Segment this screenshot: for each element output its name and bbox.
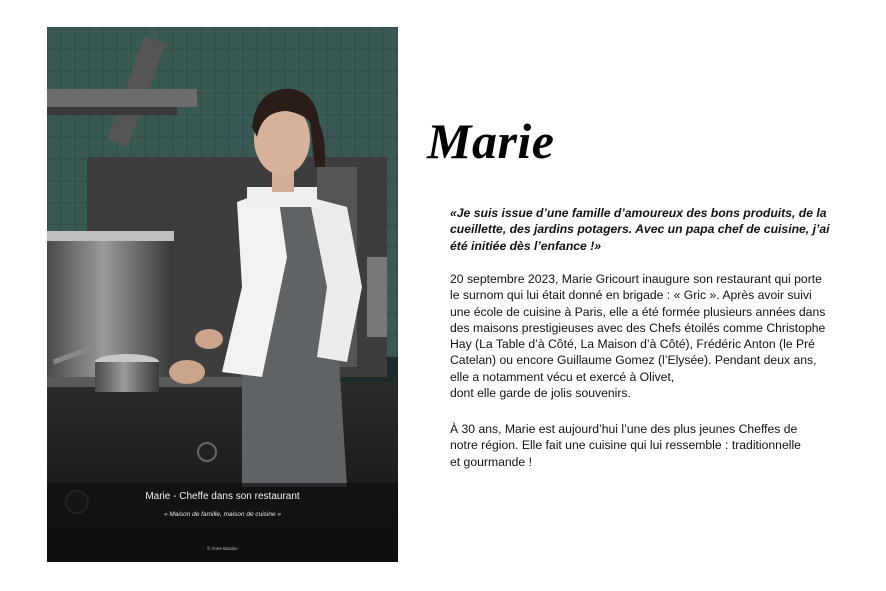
article-quote: «Je suis issue d’une famille d’amoureux des bons produits, de la cueillette, des jardins potagers. Avec un papa chef de cuisine, j’ai été initiée dès l’enfance !» (450, 206, 830, 253)
article-title: Marie (427, 113, 555, 169)
paragraph-line: À 30 ans, Marie est aujourd’hui l’une des plus jeunes Cheffes de (450, 422, 798, 436)
article-paragraph-1 (450, 271, 845, 401)
chef-photo-illustration (47, 27, 398, 562)
paragraph-line: des maisons prestigieuses avec des Chefs étoilés comme Christophe (450, 320, 826, 335)
paragraph-line: dont elle garde de jolis souvenirs. (450, 386, 631, 401)
paragraph-line: 20 septembre 2023, Marie Gricourt inaugure son restaurant qui porte (450, 272, 822, 286)
paragraph-line: elle a notamment vécu et exercé à Olivet, (450, 369, 675, 384)
chef-photo (47, 27, 398, 562)
photo-credit: © Anne Bardou (207, 546, 238, 551)
article-paragraph-2 (450, 421, 845, 470)
photo-caption-title: Marie - Cheffe dans son restaurant (145, 491, 300, 502)
paragraph-line: et gourmande ! (450, 454, 532, 469)
paragraph-line: Catelan) ou encore Guillaume Gomez (l’Elysée). Pendant deux ans, (450, 353, 817, 368)
paragraph-line: Hay (La Table d’à Côté, La Maison d’à Côté), Frédéric Anton (le Pré (450, 337, 815, 352)
paragraph-line: une école de cuisine à Paris, elle a été formée plusieurs années dans (450, 304, 826, 319)
paragraph-line: le surnom qui lui était donné en brigade : « Gric ». Après avoir suivi (450, 288, 812, 303)
paragraph-line: notre région. Elle fait une cuisine qui lui ressemble : traditionnelle (450, 438, 801, 453)
photo-caption-subtitle: « Maison de famille, maison de cuisine » (163, 511, 282, 518)
